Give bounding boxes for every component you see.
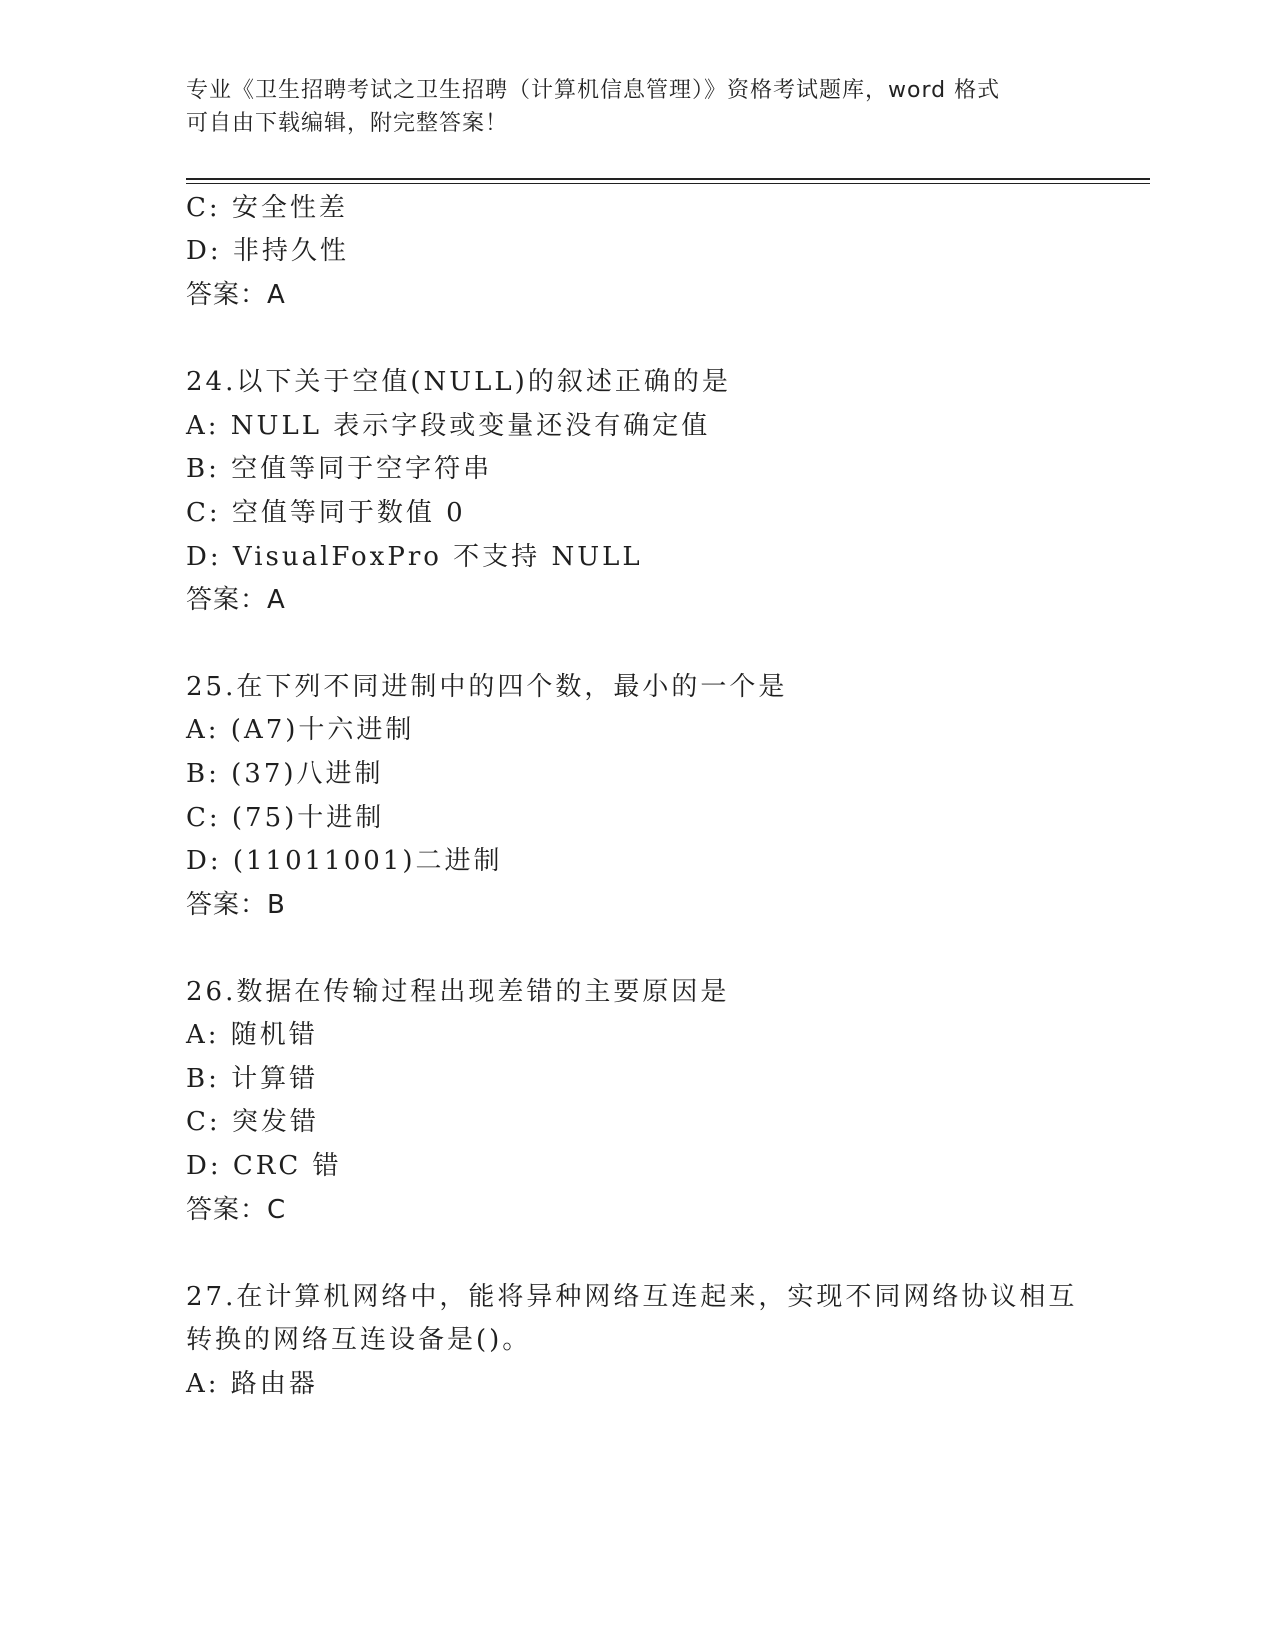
q24-option-d: D: VisualFoxPro 不支持 NULL <box>186 542 643 572</box>
q24-question: 24.以下关于空值(NULL)的叙述正确的是 <box>186 367 731 397</box>
q25-option-a: A: (A7)十六进制 <box>186 715 415 745</box>
header-line-2: 可自由下载编辑，附完整答案！ <box>186 111 509 136</box>
q24-option-c: C: 空值等同于数值 0 <box>186 498 466 528</box>
header-rule-thick <box>186 178 1150 180</box>
q25-option-b: B: (37)八进制 <box>186 759 384 789</box>
q23-answer: 答案：A <box>186 280 286 310</box>
header-rule-thin <box>186 183 1150 184</box>
q24-option-b: B: 空值等同于空字符串 <box>186 454 493 484</box>
q26-option-b: B: 计算错 <box>186 1064 319 1094</box>
header-line-1: 专业《卫生招聘考试之卫生招聘（计算机信息管理）》资格考试题库，word 格式 <box>186 78 1001 103</box>
q27-question-line-2: 转换的网络互连设备是()。 <box>186 1325 532 1355</box>
q25-answer: 答案：B <box>186 890 286 920</box>
q26-option-a: A: 随机错 <box>186 1020 318 1050</box>
q27-option-a: A: 路由器 <box>186 1369 318 1399</box>
q24-option-a: A: NULL 表示字段或变量还没有确定值 <box>186 411 711 441</box>
document-header <box>186 74 1086 140</box>
q25-question: 25.在下列不同进制中的四个数，最小的一个是 <box>186 672 788 702</box>
q23-option-d: D: 非持久性 <box>186 236 349 266</box>
q26-answer: 答案：C <box>186 1195 287 1225</box>
q23-option-c: C: 安全性差 <box>186 193 348 223</box>
q26-option-d: D: CRC 错 <box>186 1151 342 1181</box>
q25-option-d: D: (11011001)二进制 <box>186 846 503 876</box>
q26-question: 26.数据在传输过程出现差错的主要原因是 <box>186 977 730 1007</box>
q25-option-c: C: (75)十进制 <box>186 803 385 833</box>
q27-question-line-1: 27.在计算机网络中，能将异种网络互连起来，实现不同网络协议相互 <box>186 1282 1078 1312</box>
q24-answer: 答案：A <box>186 585 286 615</box>
q26-option-c: C: 突发错 <box>186 1107 319 1137</box>
